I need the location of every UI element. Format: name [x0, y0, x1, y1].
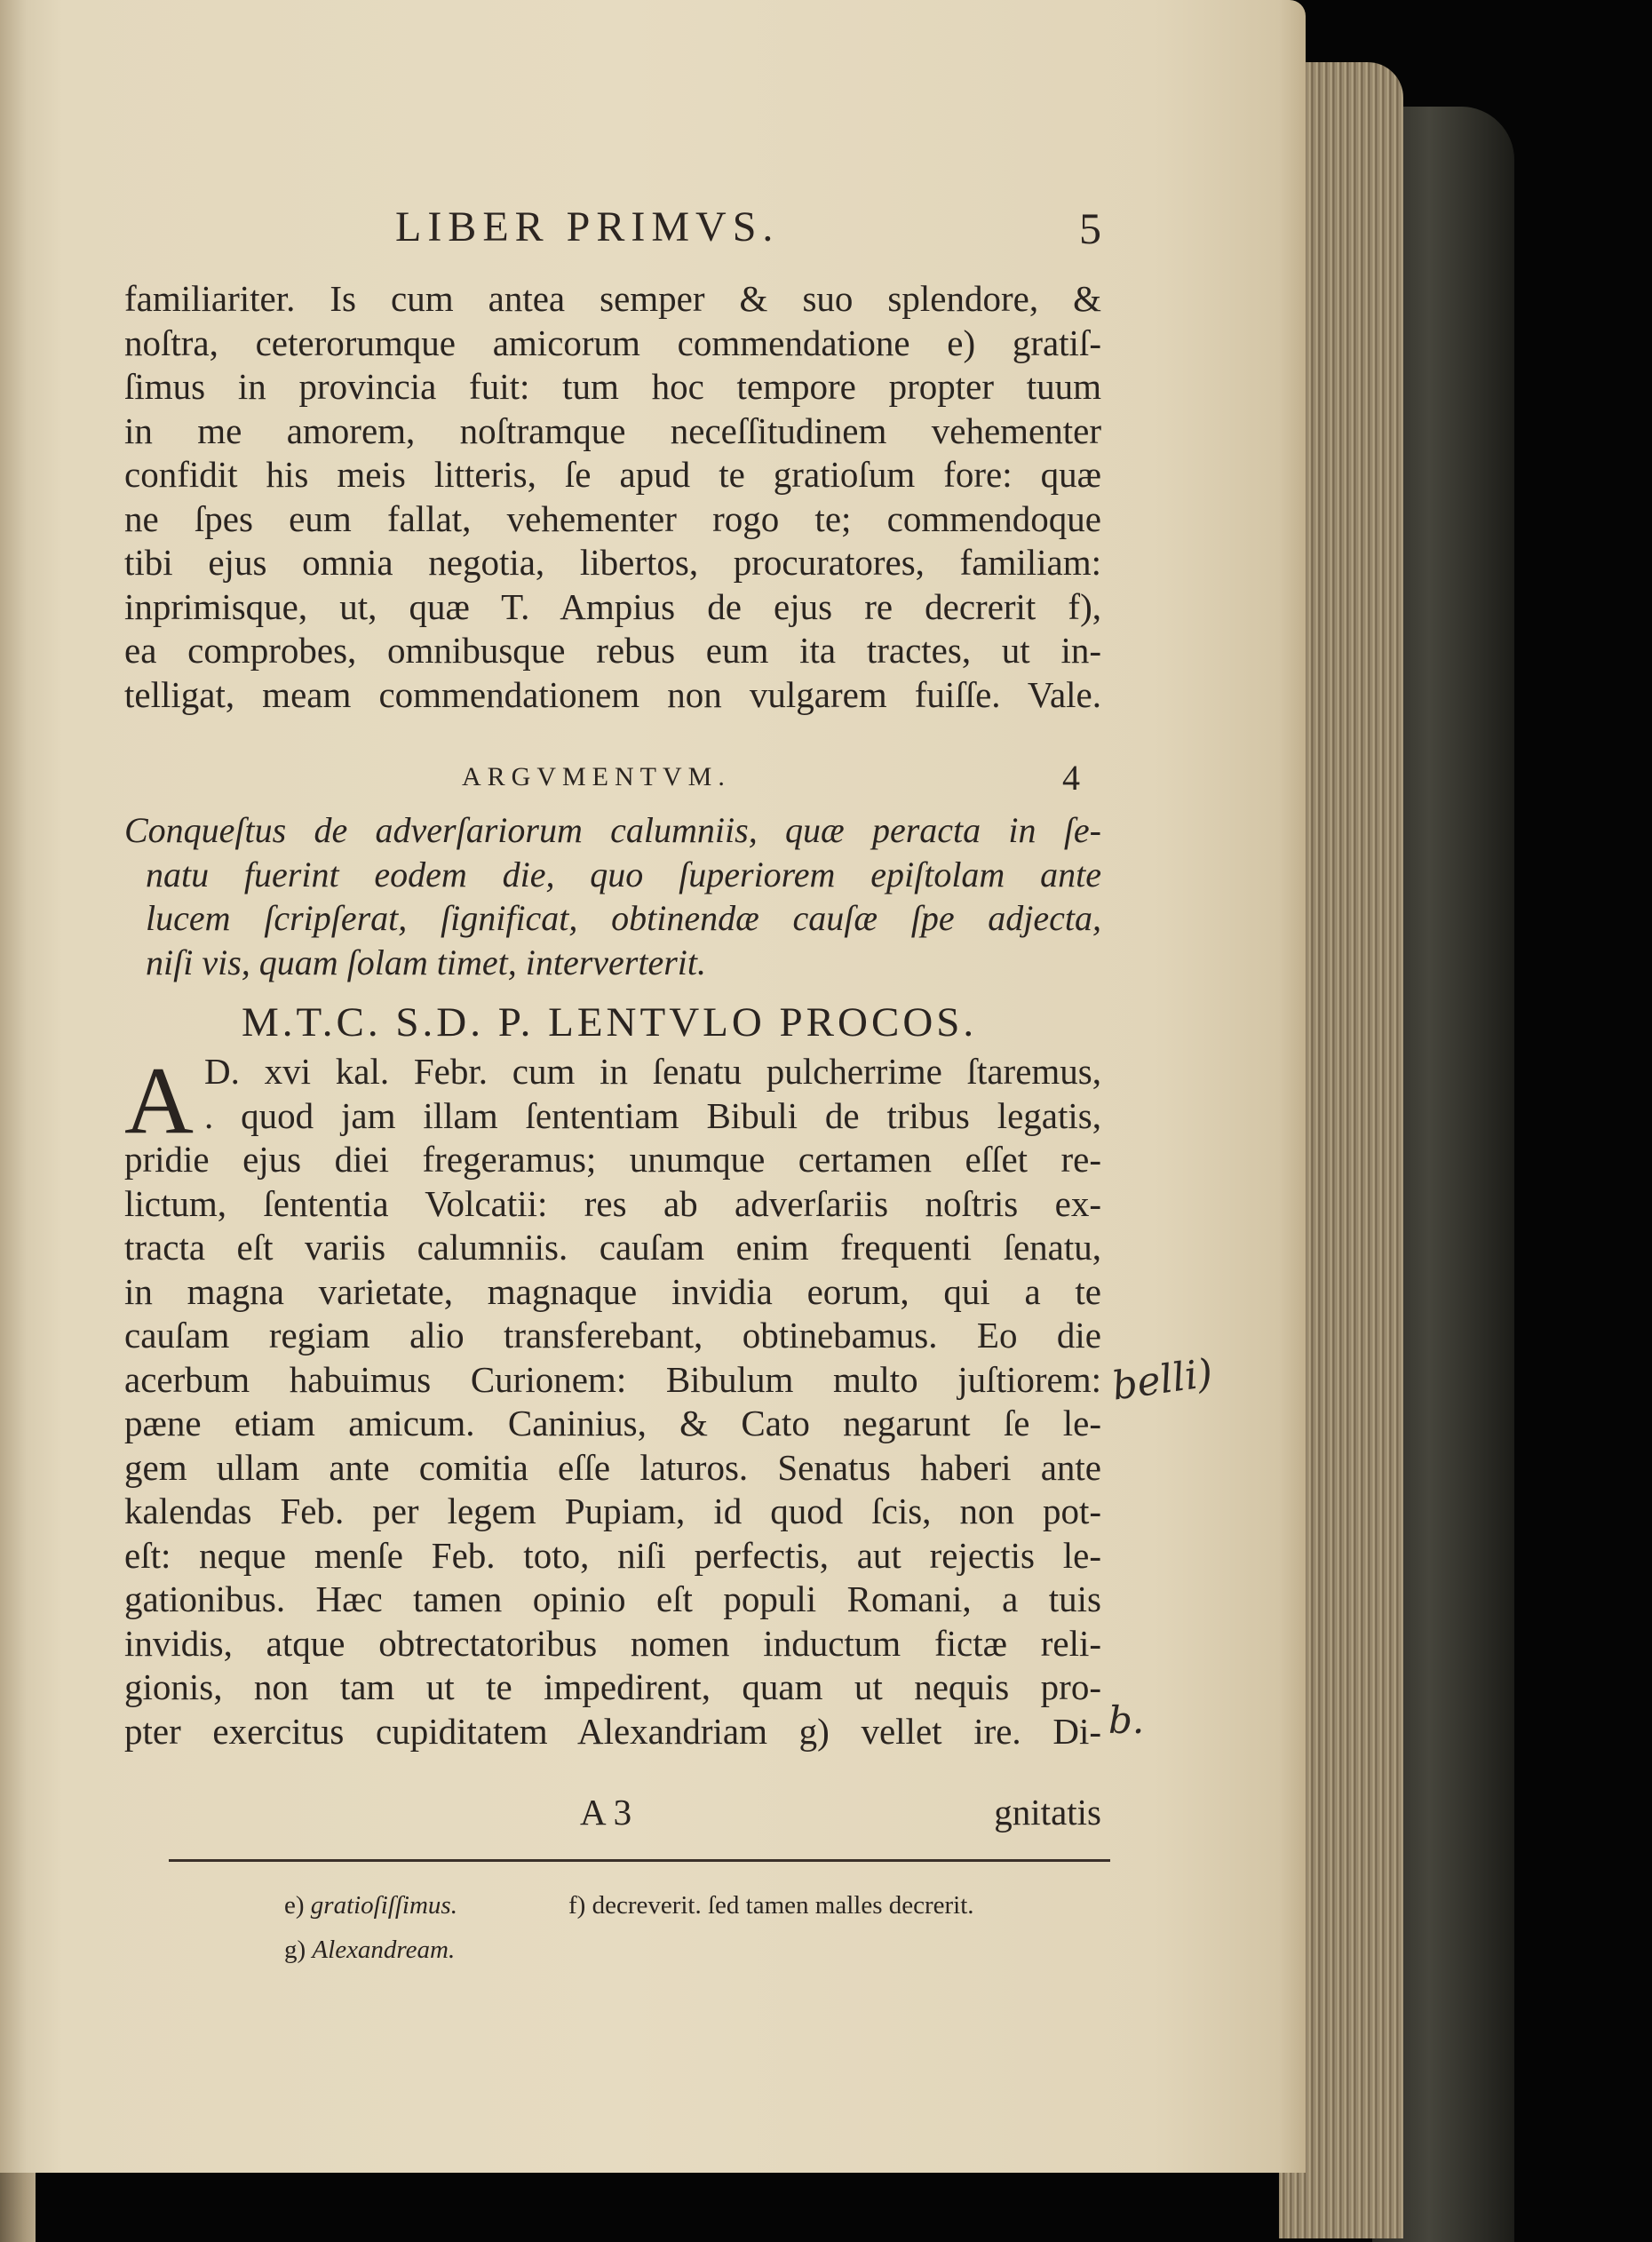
text-line: Conqueſtus de adverſariorum calumniis, quæ peracta in ſe-	[124, 810, 1101, 850]
salutation-heading: M.T.C. S.D. P. LENTVLO PROCOS.	[242, 999, 978, 1045]
footnote-text: Alexandream.	[312, 1936, 456, 1964]
text-line: noſtra, ceterorumque amicorum commendatione e) gratiſ-	[124, 322, 1101, 363]
handwritten-marginal-note: belli)	[1109, 1350, 1216, 1410]
text-line: pridie ejus diei fregeramus; unumque certamen eſſet re-	[124, 1139, 1101, 1180]
text-line: acerbum habuimus Curionem: Bibulum multo juſtiorem:	[124, 1358, 1101, 1400]
footnote-text: decreverit. ſed tamen malles decrerit.	[592, 1891, 974, 1920]
footnote-mark: e)	[284, 1891, 305, 1920]
footnote-mark: g)	[284, 1936, 306, 1964]
signature-mark: A 3	[580, 1792, 632, 1833]
handwritten-marginal-note: b.	[1108, 1698, 1145, 1742]
catchword: gnitatis	[994, 1792, 1101, 1833]
text-line: . quod jam illam ſententiam Bibuli de tribus legatis,	[204, 1094, 1101, 1136]
text-line: inprimisque, ut, quæ T. Ampius de ejus re decrerit f),	[124, 585, 1101, 627]
footnote-rule	[169, 1859, 1110, 1862]
argument-summary	[124, 808, 1101, 984]
text-line: tibi ejus omnia negotia, libertos, procuratores, familiam:	[124, 542, 1101, 583]
text-line: in magna varietate, magnaque invidia eorum, qui a te	[124, 1270, 1101, 1312]
argument-heading	[124, 758, 1101, 807]
text-line: gem ullam ante comitia eſſe laturos. Senatus haberi ante	[124, 1446, 1101, 1488]
text-line: pæne etiam amicum. Caninius, & Cato negarunt ſe le-	[124, 1403, 1101, 1443]
footnote	[284, 1928, 455, 1972]
footnote-text: gratioſiſſimus.	[310, 1891, 457, 1920]
text-line: D. xvi kal. Febr. cum in ſenatu pulcherrime ſtaremus,	[204, 1051, 1101, 1092]
text-line: telligat, meam commendationem non vulgarem fuiſſe. Vale.	[124, 673, 1101, 715]
text-line: invidis, atque obtrectatoribus nomen inductum fictæ reli-	[124, 1622, 1101, 1664]
page-header	[124, 203, 1101, 265]
text-line: gationibus. Hæc tamen opinio eſt populi Romani, a tuis	[124, 1578, 1101, 1619]
footnote	[284, 1883, 457, 1928]
footnote	[568, 1883, 974, 1928]
argument-title: ARGVMENTVM.	[462, 762, 731, 791]
text-line: niſi vis, quam ſolam timet, interverterit.	[146, 942, 707, 982]
text-line: gionis, non tam ut te impedirent, quam ut nequis pro-	[124, 1666, 1101, 1707]
text-line: cauſam regiam alio transferebant, obtinebamus. Eo die	[124, 1315, 1101, 1356]
footnote-mark: f)	[568, 1891, 586, 1920]
letter-body-paragraph	[124, 1050, 1101, 1753]
text-line: eſt: neque menſe Feb. toto, niſi perfectis, aut rejectis le-	[124, 1534, 1101, 1576]
text-line: in me amorem, noſtramque neceſſitudinem vehementer	[124, 409, 1101, 451]
text-line: tracta eſt variis calumniis. cauſam enim frequenti ſenatu,	[124, 1227, 1101, 1268]
text-line: ne ſpes eum fallat, vehementer rogo te; commendoque	[124, 497, 1101, 539]
signature-line	[124, 1791, 1101, 1835]
text-line: confidit his meis litteris, ſe apud te gratioſum fore: quæ	[124, 454, 1101, 495]
text-line: familiariter. Is cum antea semper & suo splendore, &	[124, 278, 1101, 319]
letter-end-paragraph	[124, 277, 1101, 717]
running-title: LIBER PRIMVS.	[395, 203, 780, 250]
letter-number: 4	[1062, 758, 1080, 798]
text-line: ſimus in provincia fuit: tum hoc tempore propter tuum	[124, 366, 1101, 407]
drop-cap: A	[124, 1048, 194, 1154]
text-line: lucem ſcripſerat, ſignificat, obtinendæ cauſæ ſpe adjecta,	[146, 898, 1101, 938]
text-line: lictum, ſententia Volcatii: res ab adverſariis noſtris ex-	[124, 1182, 1101, 1224]
text-line: ea comprobes, omnibusque rebus eum ita tractes, ut in-	[124, 630, 1101, 671]
text-line: kalendas Feb. per legem Pupiam, id quod ſcis, non pot-	[124, 1491, 1101, 1531]
page-number: 5	[1079, 203, 1101, 253]
text-line: pter exercitus cupiditatem Alexandriam g) vellet ire. Di-	[124, 1710, 1101, 1752]
text-line: natu fuerint eodem die, quo ſuperiorem epiſtolam ante	[146, 854, 1101, 894]
